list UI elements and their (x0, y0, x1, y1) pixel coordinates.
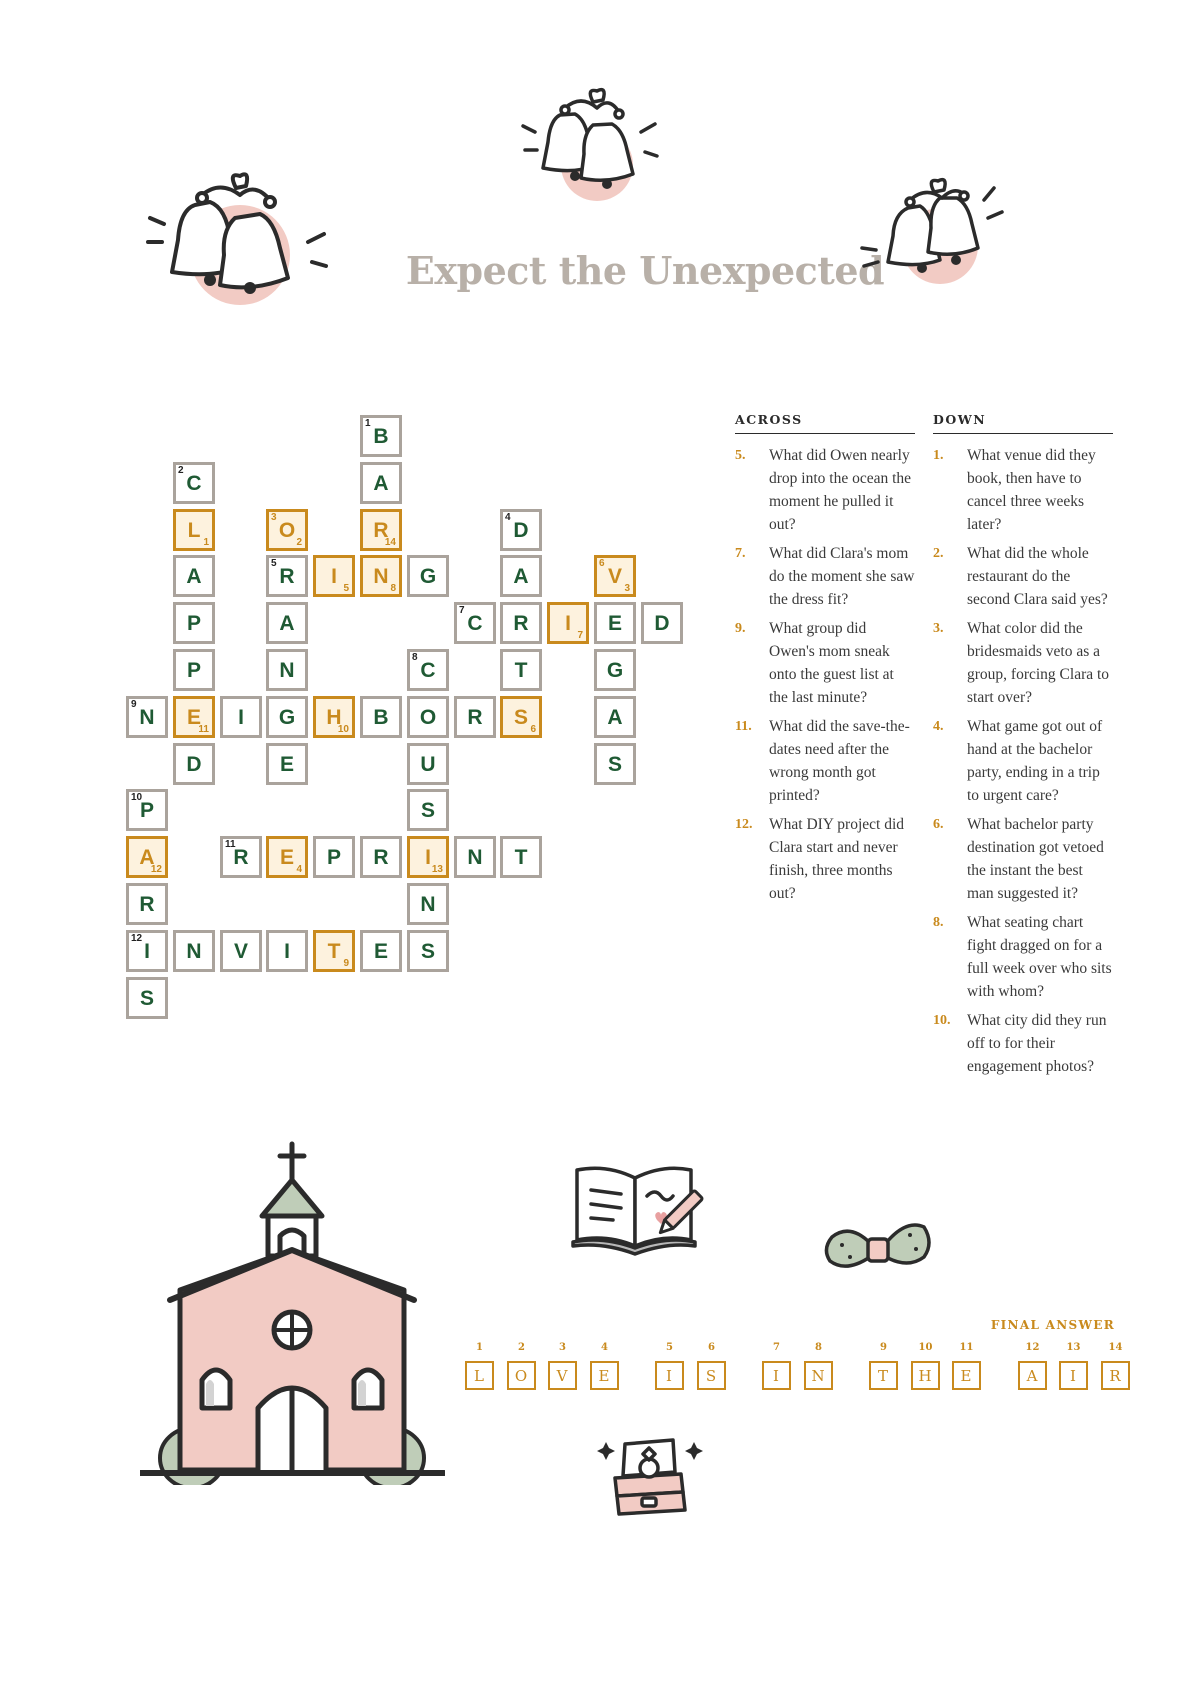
down-clue (933, 617, 1113, 709)
cell-letter: N (420, 893, 436, 916)
clue-text: What game got out of hand at the bachelor party, ending in a trip to urgent care? (967, 718, 1103, 804)
grid-cell-key[interactable] (313, 555, 355, 597)
final-answer-number: 13 (1066, 1342, 1081, 1353)
cell-letter: P (139, 799, 154, 822)
cell-letter: S (139, 987, 154, 1010)
across-clue (735, 715, 915, 807)
chapel-icon (140, 1140, 445, 1485)
grid-cell-key[interactable] (313, 696, 355, 738)
clue-number: 1. (933, 448, 944, 463)
wedding-bells-icon (140, 150, 340, 320)
across-clues (735, 412, 915, 911)
clue-number: 2. (933, 546, 944, 561)
grid-cell[interactable] (500, 602, 542, 644)
grid-cell[interactable] (126, 883, 168, 925)
cell-letter: V (607, 565, 622, 588)
cell-letter: O (278, 519, 296, 542)
clue-text: What color did the bridesmaids veto as a group, forcing Clara to start over? (967, 620, 1110, 706)
cell-letter: A (186, 565, 202, 588)
cell-letter: R (373, 846, 389, 869)
final-answer-number: 3 (559, 1342, 566, 1353)
grid-cell[interactable] (220, 836, 262, 878)
cell-letter: E (279, 753, 294, 776)
clue-number: 1 (365, 418, 371, 429)
down-heading: DOWN (933, 412, 1113, 434)
answer-key-number: 7 (577, 630, 583, 641)
final-answer-box[interactable] (804, 1361, 833, 1390)
grid-cell[interactable] (360, 930, 402, 972)
clue-number: 3. (933, 621, 944, 636)
answer-key-number: 14 (384, 537, 396, 548)
cell-letter: R (467, 706, 483, 729)
cell-letter: E (607, 612, 622, 635)
final-answer-letter: T (877, 1367, 889, 1385)
cell-letter: I (284, 940, 290, 963)
grid-cell[interactable] (454, 602, 496, 644)
clue-number: 10 (131, 792, 143, 803)
grid-cell[interactable] (407, 555, 449, 597)
answer-key-number: 13 (431, 864, 443, 875)
answer-key-number: 12 (150, 864, 162, 875)
final-answer-box[interactable] (655, 1361, 684, 1390)
final-answer-letter: V (556, 1367, 569, 1385)
final-answer-letter: E (960, 1367, 973, 1385)
final-answer-number: 1 (476, 1342, 483, 1353)
final-answer-number: 5 (666, 1342, 673, 1353)
cell-letter: S (420, 940, 435, 963)
down-clue (933, 542, 1113, 611)
cell-letter: E (186, 706, 201, 729)
grid-cell-key[interactable] (126, 836, 168, 878)
final-answer-letter: H (918, 1367, 933, 1385)
grid-cell[interactable] (500, 836, 542, 878)
cell-letter: D (654, 612, 670, 635)
clue-number: 12 (131, 933, 143, 944)
cell-letter: D (513, 519, 529, 542)
cell-letter: I (425, 846, 431, 869)
cell-letter: G (419, 565, 437, 588)
final-answer-number: 7 (773, 1342, 780, 1353)
cell-letter: R (373, 519, 389, 542)
grid-cell[interactable] (407, 930, 449, 972)
clue-number: 6. (933, 817, 944, 832)
clue-number: 8 (412, 652, 418, 663)
final-answer-letter: I (773, 1367, 780, 1385)
answer-key-number: 10 (337, 724, 349, 735)
clue-number: 5. (735, 448, 746, 463)
clue-text: What did Owen nearly drop into the ocean the moment he pulled it out? (769, 447, 912, 533)
final-answer-box[interactable] (762, 1361, 791, 1390)
final-answer-letter: R (1109, 1367, 1122, 1385)
grid-cell[interactable] (266, 602, 308, 644)
clue-number: 4 (505, 512, 511, 523)
cell-letter: C (467, 612, 483, 635)
guestbook-icon (563, 1160, 713, 1260)
final-answer-letter: O (514, 1367, 529, 1385)
grid-cell[interactable] (500, 509, 542, 551)
grid-cell[interactable] (500, 649, 542, 691)
answer-key-number: 6 (530, 724, 536, 735)
cell-letter: S (513, 706, 528, 729)
cell-letter: T (514, 846, 528, 869)
grid-cell[interactable] (594, 649, 636, 691)
clue-text: What city did they run off to for their engagement photos? (967, 1012, 1107, 1075)
cell-letter: R (139, 893, 155, 916)
down-clue (933, 813, 1113, 905)
grid-cell[interactable] (126, 930, 168, 972)
clue-text: What group did Owen's mom sneak onto the guest list at the last minute? (769, 620, 894, 706)
grid-cell[interactable] (173, 743, 215, 785)
final-answer-box[interactable] (507, 1361, 536, 1390)
clue-number: 2 (178, 465, 184, 476)
grid-cell[interactable] (126, 789, 168, 831)
grid-cell-key[interactable] (594, 555, 636, 597)
grid-cell[interactable] (407, 883, 449, 925)
cell-letter: A (373, 472, 389, 495)
answer-key-number: 11 (198, 724, 209, 735)
grid-cell-key[interactable] (360, 555, 402, 597)
grid-cell[interactable] (407, 743, 449, 785)
final-answer-letter: S (705, 1367, 718, 1385)
cell-letter: V (233, 940, 248, 963)
cell-letter: I (144, 940, 150, 963)
grid-cell[interactable] (594, 696, 636, 738)
cell-letter: R (279, 565, 295, 588)
grid-cell[interactable] (641, 602, 683, 644)
answer-key-number: 2 (296, 537, 302, 548)
final-answer-box[interactable] (869, 1361, 898, 1390)
cell-letter: U (420, 753, 436, 776)
cell-letter: A (513, 565, 529, 588)
down-clue (933, 715, 1113, 807)
final-answer-letter: A (1026, 1367, 1039, 1385)
cell-letter: R (233, 846, 249, 869)
cell-letter: B (373, 706, 389, 729)
clue-number: 7. (735, 546, 746, 561)
cell-letter: S (607, 753, 622, 776)
answer-key-number: 8 (390, 583, 396, 594)
final-answer-letter: L (474, 1367, 485, 1385)
cell-letter: P (186, 612, 201, 635)
cell-letter: L (187, 519, 201, 542)
grid-cell-key[interactable] (547, 602, 589, 644)
cell-letter: S (420, 799, 435, 822)
clue-number: 5 (271, 558, 277, 569)
final-answer-number: 6 (708, 1342, 715, 1353)
clue-number: 8. (933, 915, 944, 930)
clue-number: 9. (735, 621, 746, 636)
grid-cell-key[interactable] (500, 696, 542, 738)
cell-letter: I (331, 565, 337, 588)
grid-cell[interactable] (313, 836, 355, 878)
final-answer-box[interactable] (697, 1361, 726, 1390)
cell-letter: A (279, 612, 295, 635)
across-clue (735, 813, 915, 905)
grid-cell[interactable] (454, 836, 496, 878)
grid-cell[interactable] (173, 602, 215, 644)
across-heading: ACROSS (735, 412, 915, 434)
grid-cell-key[interactable] (360, 509, 402, 551)
grid-cell[interactable] (454, 696, 496, 738)
grid-cell[interactable] (360, 836, 402, 878)
grid-cell[interactable] (126, 696, 168, 738)
grid-cell-key[interactable] (173, 509, 215, 551)
cell-letter: N (467, 846, 483, 869)
grid-cell[interactable] (266, 743, 308, 785)
grid-cell[interactable] (266, 555, 308, 597)
answer-key-number: 3 (624, 583, 630, 594)
clue-text: What did Clara's mom do the moment she saw the dress fit? (769, 545, 915, 608)
cell-letter: H (326, 706, 342, 729)
cell-letter: A (607, 706, 623, 729)
final-answer-number: 12 (1025, 1342, 1040, 1353)
grid-cell[interactable] (266, 930, 308, 972)
grid-cell[interactable] (407, 696, 449, 738)
grid-cell[interactable] (173, 930, 215, 972)
across-clue (735, 444, 915, 536)
cell-letter: T (514, 659, 528, 682)
answer-key-number: 1 (203, 537, 209, 548)
clue-text: What seating chart fight dragged on for a full week over who sits with whom? (967, 914, 1112, 1000)
grid-cell[interactable] (360, 415, 402, 457)
grid-cell[interactable] (173, 555, 215, 597)
final-answer-letter: I (666, 1367, 673, 1385)
cell-letter: P (326, 846, 341, 869)
grid-cell-key[interactable] (407, 836, 449, 878)
cell-letter: T (327, 940, 341, 963)
final-answer-number: 2 (518, 1342, 525, 1353)
final-answer-box[interactable] (1101, 1361, 1130, 1390)
final-answer-box[interactable] (465, 1361, 494, 1390)
final-answer-number: 8 (815, 1342, 822, 1353)
clue-text: What did the save-the-dates need after the wrong month got printed? (769, 718, 910, 804)
grid-cell[interactable] (220, 696, 262, 738)
cell-letter: A (139, 846, 155, 869)
final-answer-label: FINAL ANSWER (990, 1318, 1115, 1332)
final-answer-number: 11 (959, 1342, 974, 1353)
grid-cell-key[interactable] (173, 696, 215, 738)
answer-key-number: 9 (343, 958, 349, 969)
grid-cell[interactable] (173, 462, 215, 504)
final-answer-box[interactable] (911, 1361, 940, 1390)
cell-letter: N (186, 940, 202, 963)
down-clue (933, 444, 1113, 536)
cell-letter: N (373, 565, 389, 588)
clue-number: 6 (599, 558, 605, 569)
cell-letter: N (279, 659, 295, 682)
cell-letter: N (139, 706, 155, 729)
clue-number: 11 (225, 839, 236, 850)
clue-number: 4. (933, 719, 944, 734)
down-clues (933, 412, 1113, 1084)
cell-letter: R (513, 612, 529, 635)
down-clue (933, 1009, 1113, 1078)
grid-cell[interactable] (360, 696, 402, 738)
clue-number: 9 (131, 699, 137, 710)
final-answer-letter: E (598, 1367, 611, 1385)
answer-key-number: 5 (343, 583, 349, 594)
cell-letter: B (373, 425, 389, 448)
page-title: Expect the Unexpected (405, 248, 885, 293)
cell-letter: G (278, 706, 296, 729)
grid-cell[interactable] (594, 602, 636, 644)
final-answer-number: 14 (1108, 1342, 1123, 1353)
cell-letter: C (186, 472, 202, 495)
grid-cell[interactable] (407, 789, 449, 831)
clue-number: 11. (735, 719, 752, 734)
down-clue (933, 911, 1113, 1003)
cell-letter: C (420, 659, 436, 682)
clue-number: 7 (459, 605, 465, 616)
final-answer-box[interactable] (1059, 1361, 1088, 1390)
grid-cell[interactable] (126, 977, 168, 1019)
cell-letter: E (279, 846, 294, 869)
final-answer-box[interactable] (952, 1361, 981, 1390)
answer-key-number: 4 (296, 864, 302, 875)
grid-cell[interactable] (266, 649, 308, 691)
cell-letter: I (565, 612, 571, 635)
clue-text: What did the whole restaurant do the second Clara said yes? (967, 545, 1108, 608)
cell-letter: P (186, 659, 201, 682)
clue-number: 12. (735, 817, 753, 832)
grid-cell-key[interactable] (266, 836, 308, 878)
cell-letter: I (238, 706, 244, 729)
grid-cell-key[interactable] (313, 930, 355, 972)
bow-tie-icon (820, 1215, 935, 1283)
final-answer-box[interactable] (548, 1361, 577, 1390)
final-answer-box[interactable] (590, 1361, 619, 1390)
clue-text: What DIY project did Clara start and never finish, three months out? (769, 816, 905, 902)
cell-letter: D (186, 753, 202, 776)
clue-text: What bachelor party destination got vetoed the instant the best man suggested it? (967, 816, 1104, 902)
cell-letter: E (373, 940, 388, 963)
grid-cell-key[interactable] (266, 509, 308, 551)
clue-number: 10. (933, 1013, 951, 1028)
final-answer-number: 4 (601, 1342, 608, 1353)
grid-cell[interactable] (360, 462, 402, 504)
cell-letter: G (606, 659, 624, 682)
final-answer-letter: I (1070, 1367, 1077, 1385)
wedding-bells-icon (515, 80, 675, 205)
grid-cell[interactable] (407, 649, 449, 691)
final-answer-number: 9 (880, 1342, 887, 1353)
final-answer-letter: N (811, 1367, 826, 1385)
final-answer-box[interactable] (1018, 1361, 1047, 1390)
final-answer-number: 10 (918, 1342, 933, 1353)
grid-cell[interactable] (500, 555, 542, 597)
cell-letter: O (419, 706, 437, 729)
grid-cell[interactable] (266, 696, 308, 738)
grid-cell[interactable] (173, 649, 215, 691)
wedding-bells-icon (860, 168, 1010, 293)
clue-number: 3 (271, 512, 277, 523)
clue-text: What venue did they book, then have to cancel three weeks later? (967, 447, 1096, 533)
across-clue (735, 542, 915, 611)
grid-cell[interactable] (594, 743, 636, 785)
across-clue (735, 617, 915, 709)
grid-cell[interactable] (220, 930, 262, 972)
ring-box-icon (595, 1430, 705, 1520)
